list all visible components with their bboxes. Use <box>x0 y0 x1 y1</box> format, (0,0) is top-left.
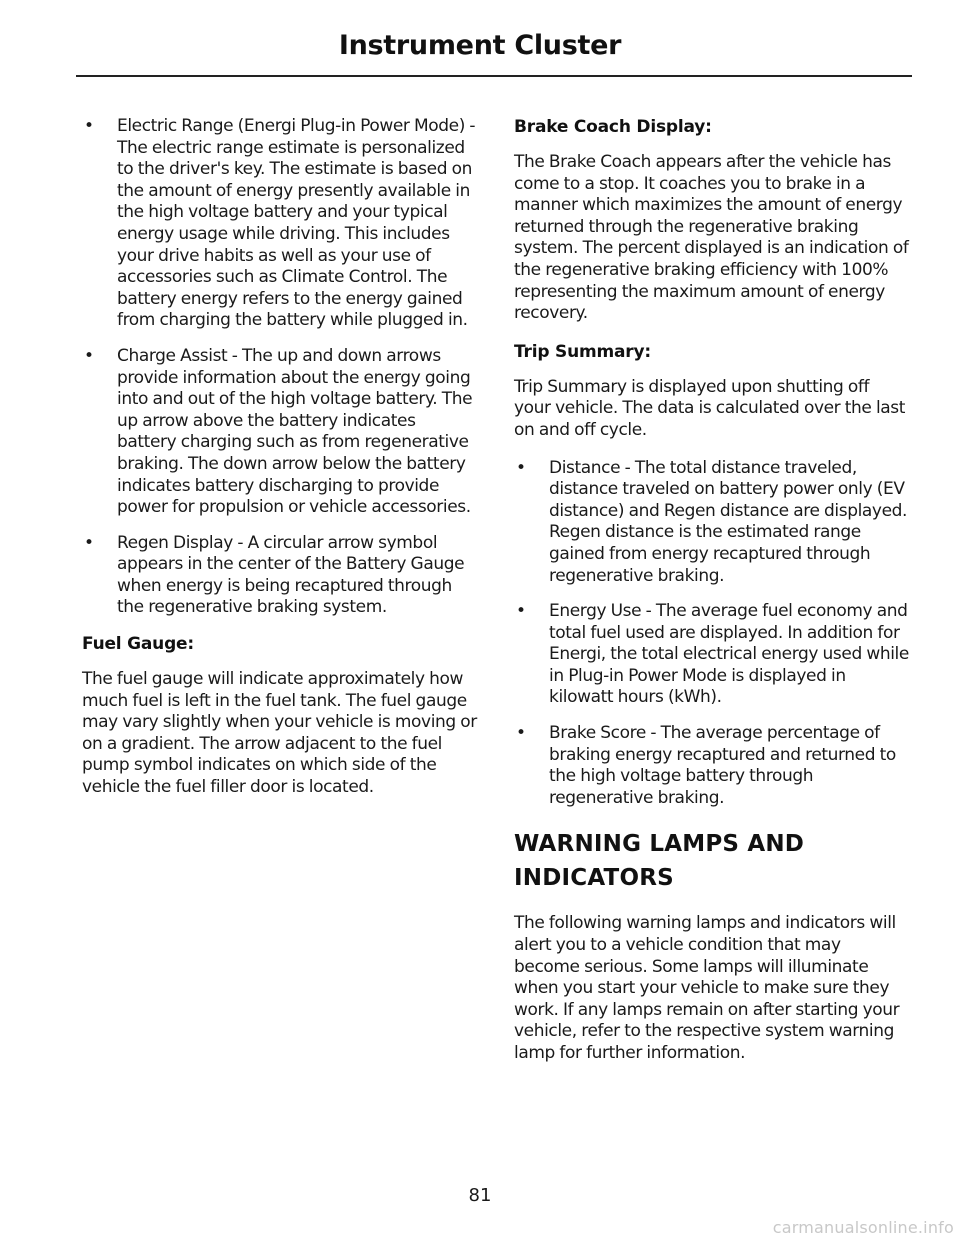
bullet-mark: • <box>84 345 94 366</box>
bullet-mark: • <box>516 601 526 622</box>
list-item <box>514 723 909 809</box>
bullet-mark: • <box>516 723 526 744</box>
list-item-text: Distance - The total distance traveled, distance traveled on battery power only (EV distance) and Regen distance are displayed. Regen distance is the estimated range gained from energy recaptured through regenerative braking. <box>549 457 908 586</box>
warning-lamps-paragraph: The following warning lamps and indicators will alert you to a vehicle condition that may become serious. Some lamps will illuminate when you start your vehicle to make sure they work. If any lamps remain on after starting your vehicle, refer to the respective system warning lamp for further information. <box>514 913 900 1063</box>
list-item <box>82 533 477 619</box>
list-item-text: Charge Assist - The up and down arrows provide information about the energy going into and out of the high voltage battery. The up arrow above the battery indicates battery charging such as from regenerative braking. The down arrow below the battery indicates battery discharging to provide power for propulsion or vehicle accessories. <box>117 345 473 518</box>
right-column <box>514 116 909 1081</box>
bullet-mark: • <box>516 457 526 478</box>
list-item <box>514 458 909 588</box>
trip-summary-paragraph: Trip Summary is displayed upon shutting off your vehicle. The data is calculated over the last on and off cycle. <box>514 376 906 440</box>
bullet-mark: • <box>84 532 94 553</box>
list-item <box>514 601 909 709</box>
fuel-gauge-heading: Fuel Gauge: <box>82 634 194 655</box>
page-title: Instrument Cluster <box>338 30 622 61</box>
watermark: carmanualsonline.info <box>772 1218 954 1237</box>
page-number: 81 <box>468 1185 492 1206</box>
list-item-text: Regen Display - A circular arrow symbol appears in the center of the Battery Gauge when energy is being recaptured through the regenerative braking system. <box>117 532 465 618</box>
section-heading-line-2: INDICATORS <box>514 865 674 892</box>
list-item <box>82 116 477 332</box>
trip-summary-heading: Trip Summary: <box>514 341 651 362</box>
brake-coach-heading: Brake Coach Display: <box>514 117 712 137</box>
list-item <box>82 346 477 519</box>
list-item-text: Electric Range (Energi Plug-in Power Mode) - The electric range estimate is personalized to the driver's key. The estimate is based on the amount of energy presently available in the high voltage battery and your typical energy usage while driving. This includes your drive habits as well as your use of accessories such as Climate Control. The battery energy refers to the energy gained from charging the battery while plugged in. <box>117 116 476 331</box>
fuel-gauge-paragraph: The fuel gauge will indicate approximately how much fuel is left in the fuel tank. The fuel gauge may vary slightly when your vehicle is moving or on a gradient. The arrow adjacent to the fuel pump symbol indicates on which side of the vehicle the fuel filler door is located. <box>82 669 477 798</box>
brake-coach-paragraph: The Brake Coach appears after the vehicle has come to a stop. It coaches you to brake in a manner which maximizes the amount of energy returned through the regenerative braking system. The percent displayed is an indication of the regenerative braking efficiency with 100% representing the maximum amount of energy recovery. <box>514 152 909 324</box>
section-heading-line-1: WARNING LAMPS AND <box>514 831 805 858</box>
section-heading <box>514 827 909 895</box>
list-item-text: Brake Score - The average percentage of braking energy recaptured and returned to the high voltage battery through regenerative braking. <box>549 723 896 808</box>
list-item-text: Energy Use - The average fuel economy and total fuel used are displayed. In addition for Energi, the total electrical energy used while in Plug-in Power Mode is displayed in kilowatt hours (kWh). <box>549 601 909 708</box>
left-column <box>82 116 477 815</box>
bullet-mark: • <box>84 116 94 136</box>
header-divider <box>76 75 912 77</box>
